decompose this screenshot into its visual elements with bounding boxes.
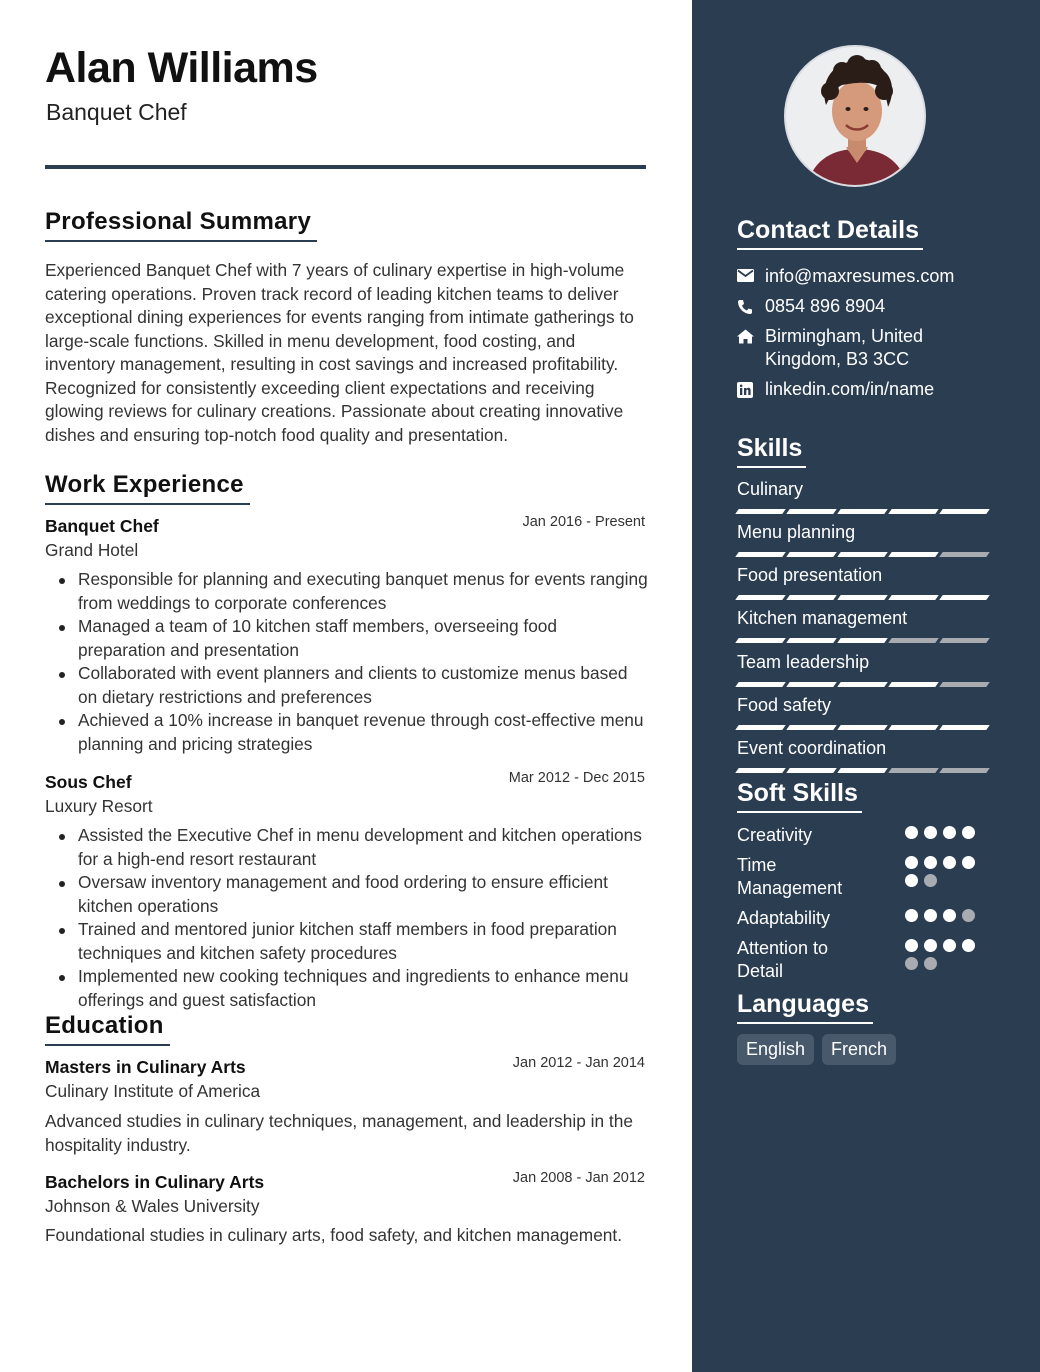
rating-dot — [962, 856, 975, 869]
skill-level-segment — [888, 768, 939, 773]
skill-level-segment — [837, 638, 888, 643]
profile-photo — [784, 45, 926, 187]
skill-level-segment — [939, 509, 990, 514]
list-item: Trained and mentored junior kitchen staff members in food preparation techniques and kitchen safety procedures — [78, 918, 648, 965]
school-name: Culinary Institute of America — [45, 1081, 261, 1101]
education-entry — [45, 1057, 645, 1102]
skill-level-segment — [939, 595, 990, 600]
skill-level-segment — [837, 682, 888, 687]
skill-name: Team leadership — [737, 652, 870, 672]
soft-skill-rating — [905, 939, 985, 970]
language-tag: English — [737, 1034, 814, 1065]
contact-linkedin[interactable] — [737, 378, 1007, 401]
skill-item — [737, 608, 997, 643]
language-tag: French — [822, 1034, 896, 1065]
skill-item — [737, 565, 997, 600]
skill-name: Food presentation — [737, 565, 883, 585]
experience-heading: Work Experience — [45, 471, 250, 505]
skill-name: Food safety — [737, 695, 832, 715]
soft-skill-name: Time Management — [737, 855, 843, 898]
rating-dot — [943, 826, 956, 839]
rating-dot — [905, 874, 918, 887]
skill-level-segment — [837, 595, 888, 600]
skill-name: Culinary — [737, 479, 804, 499]
skill-level-segment — [735, 768, 786, 773]
skill-level-segment — [939, 638, 990, 643]
rating-dot — [905, 909, 918, 922]
skill-level-segment — [786, 552, 837, 557]
sidebar — [692, 0, 1040, 1372]
address-text: Birmingham, United Kingdom, B3 3CC — [765, 326, 924, 369]
summary-text: Experienced Banquet Chef with 7 years of culinary expertise in high-volume catering operations. Proven track record of leading kitchen teams to deliver exceptional dining experiences for events ranging from intimate gatherings to large-scale functions. Skilled in menu development, food costing, and inventory management, resulting in cost savings and increased profitability. Recognized for consistently exceeding client expectations and receiving glowing reviews for culinary creations. Passionate about creating innovative dishes and ensuring top-notch food quality and presentation. — [45, 260, 634, 445]
soft-skill-name: Attention to Detail — [737, 938, 829, 981]
home-icon — [737, 325, 765, 371]
skill-level-segment — [837, 509, 888, 514]
avatar-illustration — [786, 47, 926, 187]
skill-level-segment — [888, 552, 939, 557]
languages-list — [737, 1034, 896, 1065]
rating-dot — [924, 874, 937, 887]
job-bullets — [78, 824, 648, 1012]
skill-level-segment — [735, 552, 786, 557]
skill-level-bar — [737, 638, 997, 643]
rating-dot — [943, 856, 956, 869]
contact-address — [737, 325, 957, 371]
skill-level-segment — [735, 638, 786, 643]
skill-item — [737, 652, 997, 687]
job-bullets — [78, 568, 648, 756]
rating-dot — [905, 957, 918, 970]
candidate-title: Banquet Chef — [46, 99, 187, 125]
rating-dot — [924, 957, 937, 970]
skill-item — [737, 738, 997, 773]
rating-dot — [943, 909, 956, 922]
skill-level-bar — [737, 725, 997, 730]
soft-skill-rating — [905, 826, 985, 839]
skill-level-segment — [888, 595, 939, 600]
education-date: Jan 2012 - Jan 2014 — [512, 1055, 645, 1071]
phone-icon — [737, 295, 765, 318]
languages-heading: Languages — [737, 990, 873, 1024]
skill-level-segment — [939, 768, 990, 773]
skill-level-segment — [837, 768, 888, 773]
contact-heading: Contact Details — [737, 216, 923, 250]
rating-dot — [924, 826, 937, 839]
rating-dot — [905, 856, 918, 869]
contact-phone[interactable] — [737, 295, 1007, 318]
envelope-icon — [737, 265, 765, 288]
skill-level-segment — [735, 509, 786, 514]
job-date: Mar 2012 - Dec 2015 — [508, 770, 645, 786]
education-description: Foundational studies in culinary arts, food safety, and kitchen management. — [45, 1225, 623, 1245]
list-item: Responsible for planning and executing banquet menus for events ranging from weddings to corporate conferences — [78, 568, 648, 615]
phone-text: 0854 896 8904 — [765, 296, 886, 316]
skill-item — [737, 522, 997, 557]
skills-heading: Skills — [737, 434, 806, 468]
skill-item — [737, 479, 997, 514]
contact-email[interactable] — [737, 265, 1007, 288]
skill-level-segment — [939, 725, 990, 730]
soft-skill-rating — [905, 856, 985, 887]
rating-dot — [962, 909, 975, 922]
list-item: Assisted the Executive Chef in menu development and kitchen operations for a high-end resort restaurant — [78, 824, 648, 871]
education-entry — [45, 1172, 645, 1217]
soft-skill-rating — [905, 909, 985, 922]
rating-dot — [905, 939, 918, 952]
soft-skill-name: Creativity — [737, 825, 813, 845]
skill-level-bar — [737, 595, 997, 600]
skill-level-segment — [786, 725, 837, 730]
skill-level-segment — [786, 682, 837, 687]
degree-name: Masters in Culinary Arts — [45, 1057, 246, 1077]
skill-level-bar — [737, 768, 997, 773]
skill-level-segment — [837, 552, 888, 557]
summary-heading: Professional Summary — [45, 208, 317, 242]
education-date: Jan 2008 - Jan 2012 — [512, 1170, 645, 1186]
job-role: Banquet Chef — [45, 516, 159, 536]
skill-name: Event coordination — [737, 738, 887, 758]
education-heading: Education — [45, 1012, 170, 1046]
job-role: Sous Chef — [45, 772, 132, 792]
skill-level-segment — [888, 682, 939, 687]
rating-dot — [943, 939, 956, 952]
education-description: Advanced studies in culinary techniques, management, and leadership in the hospitality industry. — [45, 1111, 633, 1155]
skill-item — [737, 695, 997, 730]
skill-level-segment — [786, 768, 837, 773]
list-item: Collaborated with event planners and clients to customize menus based on dietary restrictions and preferences — [78, 662, 648, 709]
rating-dot — [924, 856, 937, 869]
job-entry — [45, 772, 645, 817]
job-date: Jan 2016 - Present — [522, 514, 645, 530]
list-item: Achieved a 10% increase in banquet revenue through cost-effective menu planning and pricing strategies — [78, 709, 648, 756]
job-org: Luxury Resort — [45, 796, 153, 816]
linkedin-icon — [737, 378, 765, 401]
job-entry — [45, 516, 645, 561]
rating-dot — [924, 909, 937, 922]
rating-dot — [924, 939, 937, 952]
skill-level-segment — [786, 509, 837, 514]
skill-level-segment — [939, 552, 990, 557]
skill-name: Kitchen management — [737, 608, 908, 628]
skill-level-segment — [888, 638, 939, 643]
rating-dot — [905, 826, 918, 839]
email-text: info@maxresumes.com — [765, 266, 955, 286]
school-name: Johnson & Wales University — [45, 1196, 260, 1216]
list-item: Managed a team of 10 kitchen staff members, overseeing food preparation and presentation — [78, 615, 648, 662]
soft-skill-name: Adaptability — [737, 908, 831, 928]
skill-level-segment — [888, 509, 939, 514]
skill-level-bar — [737, 509, 997, 514]
degree-name: Bachelors in Culinary Arts — [45, 1172, 265, 1192]
skill-level-segment — [786, 595, 837, 600]
skill-level-bar — [737, 552, 997, 557]
list-item: Oversaw inventory management and food ordering to ensure efficient kitchen operations — [78, 871, 648, 918]
skill-level-segment — [735, 595, 786, 600]
skill-level-segment — [735, 725, 786, 730]
linkedin-text: linkedin.com/in/name — [765, 379, 935, 399]
skill-level-bar — [737, 682, 997, 687]
skill-level-segment — [939, 682, 990, 687]
list-item: Implemented new cooking techniques and ingredients to enhance menu offerings and guest satisfaction — [78, 965, 648, 1012]
skill-name: Menu planning — [737, 522, 856, 542]
soft-skills-heading: Soft Skills — [737, 779, 862, 813]
header-divider — [45, 165, 646, 169]
job-org: Grand Hotel — [45, 540, 139, 560]
skill-level-segment — [786, 638, 837, 643]
rating-dot — [962, 939, 975, 952]
skill-level-segment — [837, 725, 888, 730]
skill-level-segment — [735, 682, 786, 687]
rating-dot — [962, 826, 975, 839]
candidate-name: Alan Williams — [45, 44, 318, 92]
skill-level-segment — [888, 725, 939, 730]
